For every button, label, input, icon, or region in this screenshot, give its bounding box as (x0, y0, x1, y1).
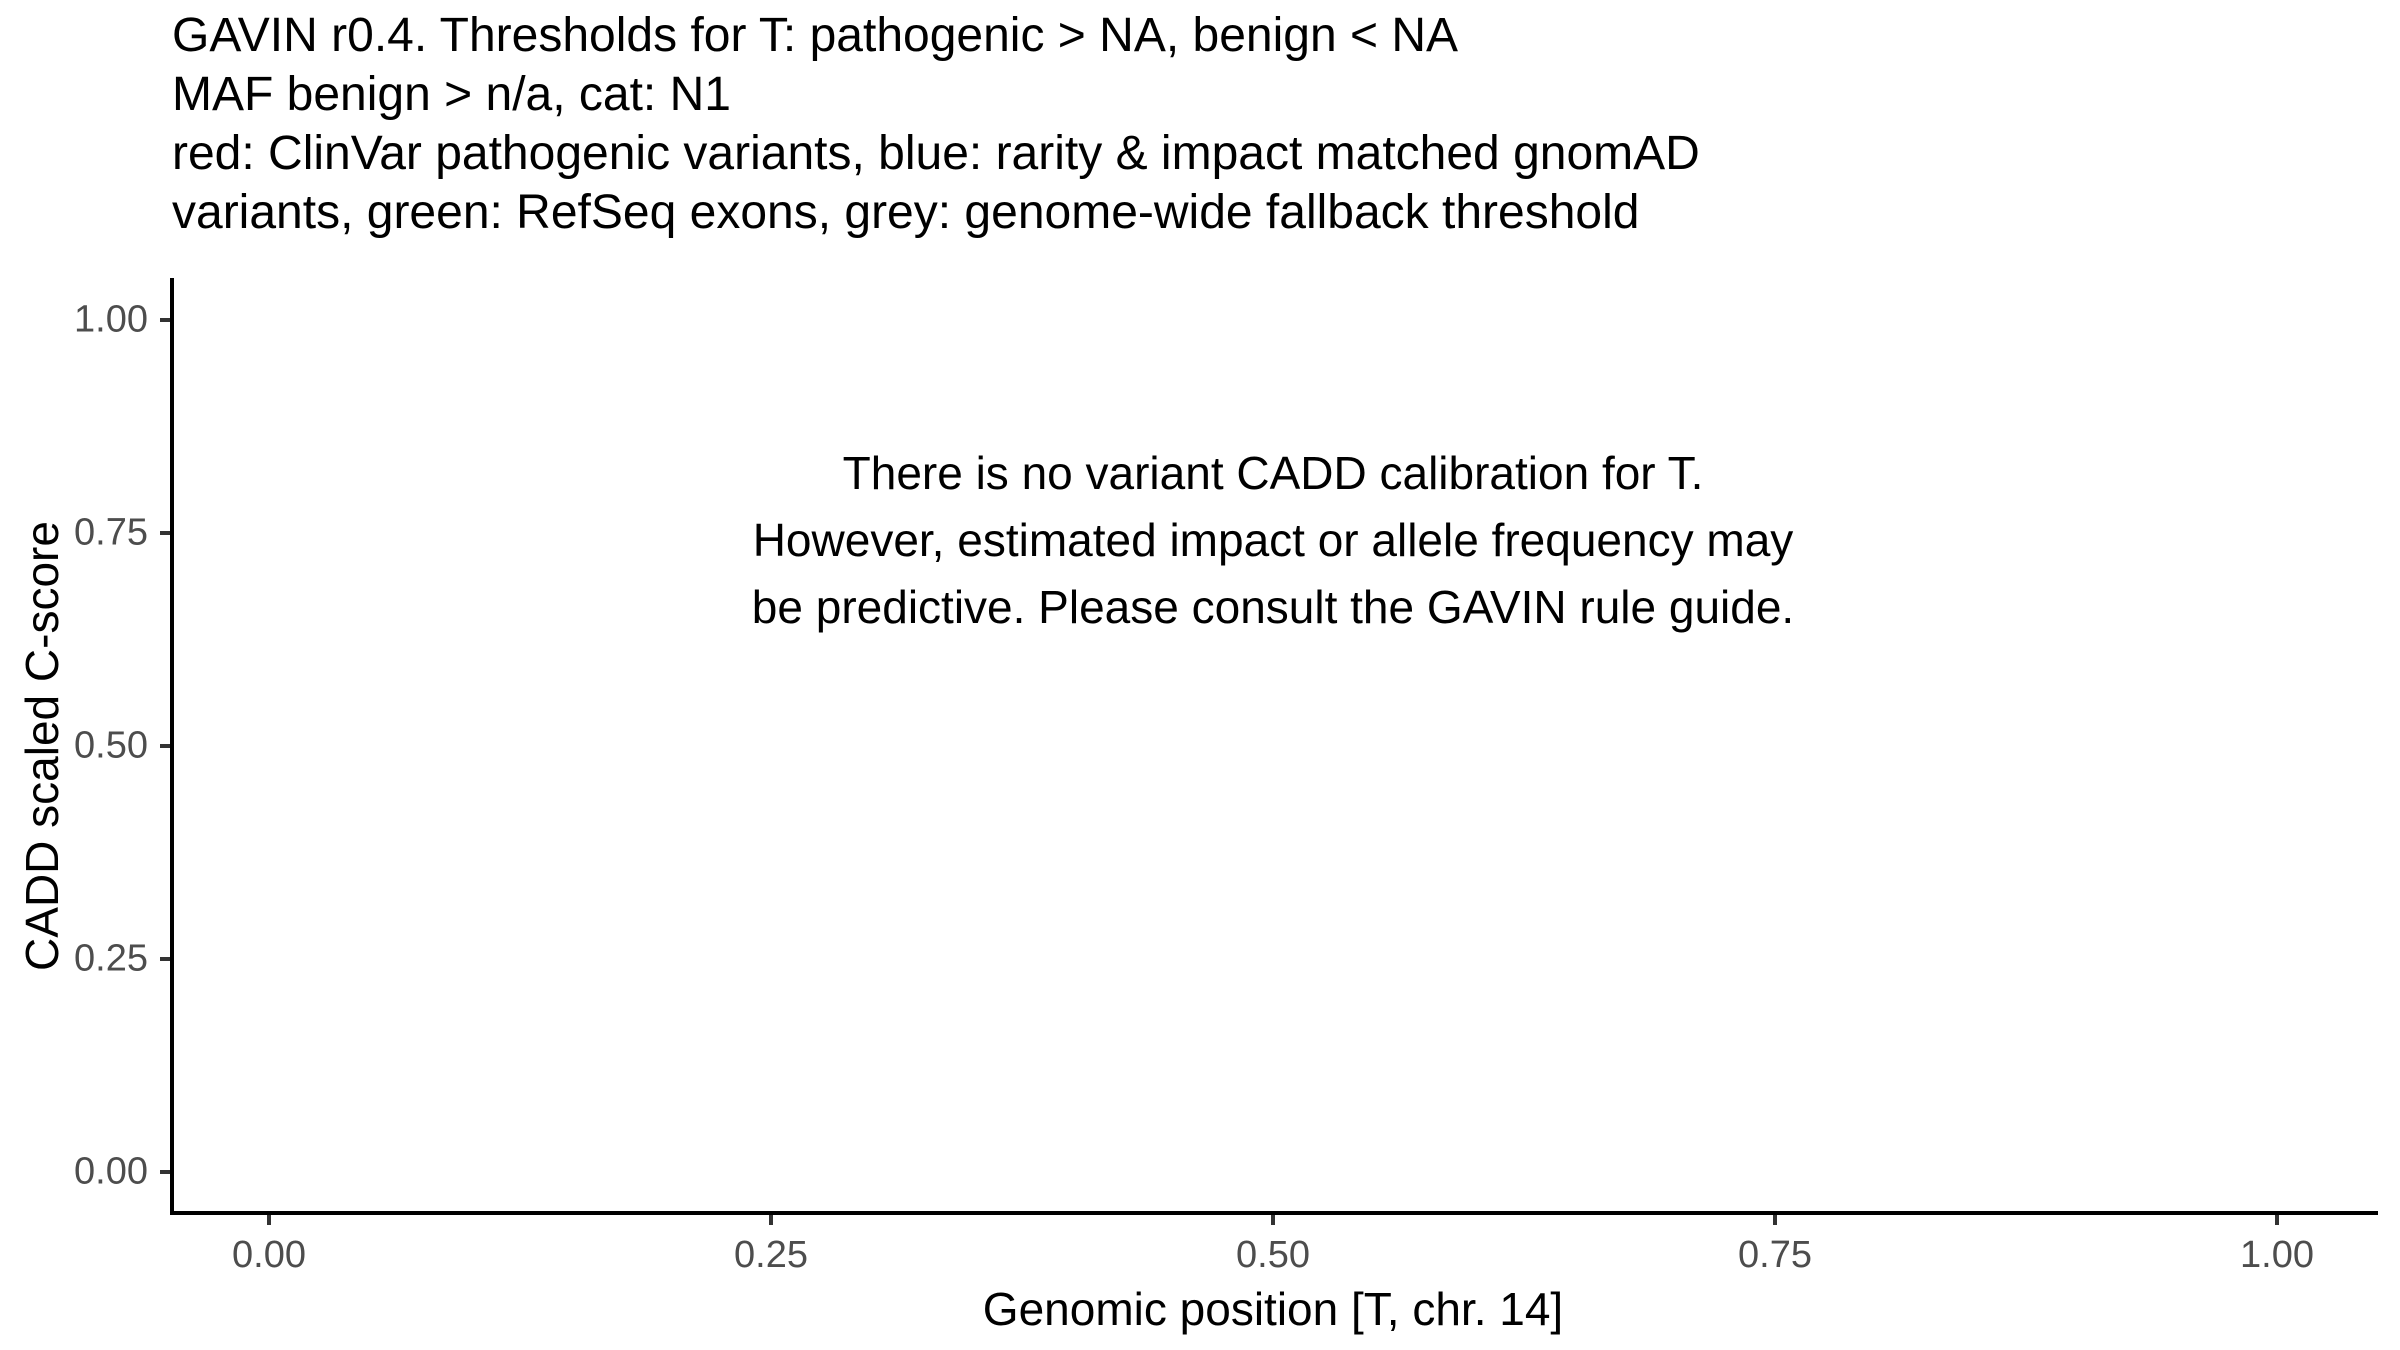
y-axis-tick (160, 744, 170, 748)
y-axis-tick (160, 957, 170, 961)
x-axis-tick-label: 0.00 (232, 1234, 306, 1276)
plot-title (172, 6, 1700, 242)
plot-title-line-4: variants, green: RefSeq exons, grey: genome-wide fallback threshold (172, 186, 1640, 239)
y-axis-tick (160, 531, 170, 535)
y-axis-tick-label: 0.25 (74, 937, 148, 980)
annotation-text (752, 440, 1794, 641)
plot-title-line-2: MAF benign > n/a, cat: N1 (172, 68, 731, 121)
plot-panel (170, 278, 2378, 1215)
y-axis-tick-label: 0.75 (74, 511, 148, 554)
y-axis-tick-label: 0.50 (74, 724, 148, 767)
annotation-line-3: be predictive. Please consult the GAVIN rule guide. (751, 581, 1795, 633)
x-axis-tick (1773, 1215, 1777, 1225)
x-axis-tick-label: 0.50 (1236, 1234, 1310, 1276)
plot-title-line-3: red: ClinVar pathogenic variants, blue: rarity & impact matched gnomAD (172, 127, 1700, 180)
annotation-line-1: There is no variant CADD calibration for T. (842, 447, 1704, 499)
x-axis-tick (769, 1215, 773, 1225)
annotation-line-2: However, estimated impact or allele frequency may (752, 514, 1794, 566)
x-axis-tick (267, 1215, 271, 1225)
plot-title-line-1: GAVIN r0.4. Thresholds for T: pathogenic > NA, benign < NA (172, 9, 1459, 62)
x-axis-tick-label: 0.25 (734, 1234, 808, 1276)
y-axis-tick (160, 1170, 170, 1174)
x-axis-title: Genomic position [T, chr. 14] (982, 1283, 1564, 1335)
y-axis-tick-label: 1.00 (74, 298, 148, 341)
y-axis-title: CADD scaled C-score (16, 521, 68, 971)
x-axis-tick (2275, 1215, 2279, 1225)
y-axis-tick (160, 318, 170, 322)
x-axis-tick (1271, 1215, 1275, 1225)
y-axis-tick-label: 0.00 (74, 1150, 148, 1193)
x-axis-tick-label: 1.00 (2240, 1234, 2314, 1276)
x-axis-tick-label: 0.75 (1738, 1234, 1812, 1276)
